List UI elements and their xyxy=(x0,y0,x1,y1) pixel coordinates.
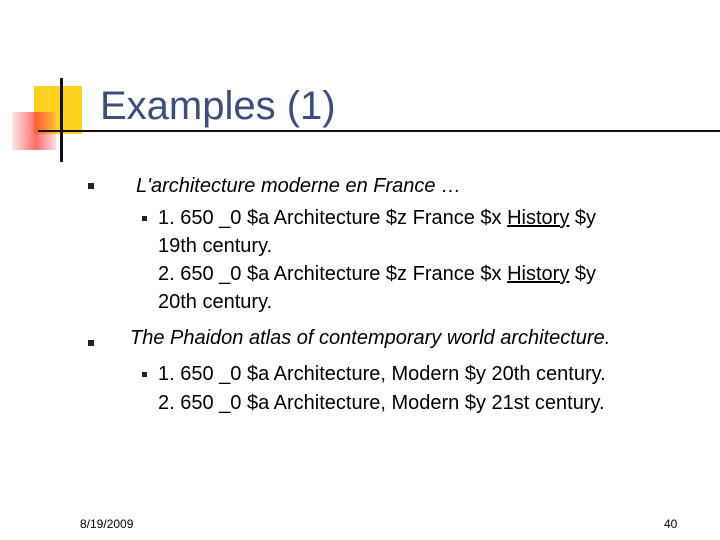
record-line xyxy=(158,206,596,230)
item-heading-2: The Phaidon atlas of contemporary world architecture. xyxy=(130,327,611,349)
record-text: 1. 650 _0 $a Architecture $z France $x xyxy=(158,207,508,229)
record-line: 19th century. xyxy=(158,235,273,257)
record-line: 1. 650 _0 $a Architecture, Modern $y 20th century. xyxy=(158,363,606,385)
slide-number: 40 xyxy=(664,517,678,531)
item-heading-1: L'architecture moderne en France … xyxy=(136,175,462,197)
title-underline-rule xyxy=(38,130,720,132)
title-decoration-vertical-line xyxy=(60,78,63,162)
slide-title: Examples (1) xyxy=(100,84,336,128)
record-text: $y xyxy=(569,207,597,229)
sub-bullet-marker xyxy=(142,372,147,377)
record-text: 2. 650 _0 $a Architecture $z France $x xyxy=(158,263,508,285)
bullet-marker xyxy=(88,340,94,346)
bullet-marker xyxy=(88,183,94,189)
sub-bullet-marker xyxy=(142,216,147,221)
record-line: 2. 650 _0 $a Architecture, Modern $y 21st century. xyxy=(158,392,605,414)
history-term: History xyxy=(507,207,570,229)
record-text: $y xyxy=(569,263,597,285)
record-line xyxy=(158,262,596,286)
footer-date: 8/19/2009 xyxy=(80,517,134,531)
history-term: History xyxy=(507,263,570,285)
record-line: 20th century. xyxy=(158,291,273,313)
